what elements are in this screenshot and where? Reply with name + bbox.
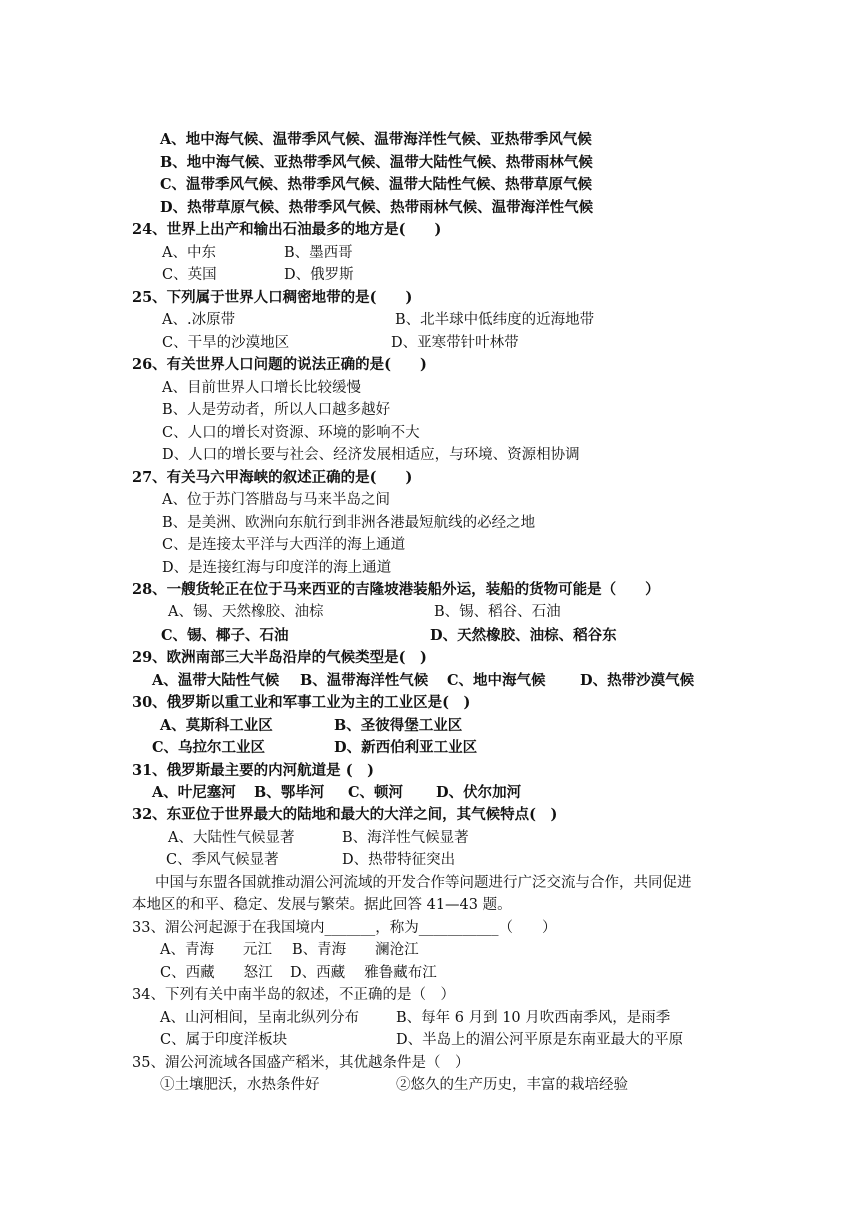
q35-option-1: ①土壤肥沃，水热条件好 (160, 1077, 320, 1093)
q29-option-b: B、温带海洋性气候 (300, 672, 429, 689)
q23-option-b: B、地中海气候、亚热带季风气候、温带大陆性气候、热带雨林气候 (160, 154, 593, 171)
q28-options-row1 (0, 601, 860, 623)
q30-option-b: B、圣彼得堡工业区 (334, 717, 463, 734)
q28-options-row2 (0, 625, 860, 647)
q25-options-row2 (0, 332, 860, 354)
q33-stem: 33、湄公河起源于在我国境内_______，称为___________（ ） (132, 920, 557, 936)
q26-stem: 26、有关世界人口问题的说法正确的是( ) (132, 356, 427, 373)
q32-option-d: D、热带特征突出 (342, 852, 456, 868)
q24-option-c: C、英国 (162, 267, 217, 283)
passage-line-1: 中国与东盟各国就推动湄公河流域的开发合作等问题进行广泛交流与合作，共同促进 (155, 875, 692, 891)
q25-option-a: A、.冰原带 (162, 312, 236, 328)
q35-option-2: ②悠久的生产历史，丰富的栽培经验 (396, 1077, 628, 1093)
q29-stem: 29、欧洲南部三大半岛沿岸的气候类型是( ) (132, 649, 427, 666)
q33-options-row1 (0, 939, 860, 961)
q24-option-b: B、墨西哥 (284, 245, 353, 261)
q32-options-row2 (0, 849, 860, 871)
q27-option-c: C、是连接太平洋与大西洋的海上通道 (162, 537, 406, 553)
q28-option-c: C、锡、椰子、石油 (161, 627, 289, 644)
q27-stem: 27、有关马六甲海峡的叙述正确的是( ) (132, 469, 413, 486)
q34-options-row2 (0, 1029, 860, 1051)
q26-option-d: D、人口的增长要与社会、经济发展相适应，与环境、资源相协调 (162, 447, 580, 463)
q29-option-a: A、温带大陆性气候 (152, 672, 280, 689)
q27-option-d: D、是连接红海与印度洋的海上通道 (162, 560, 392, 576)
q30-options-row1 (0, 715, 860, 737)
q34-stem: 34、下列有关中南半岛的叙述，不正确的是（ ） (132, 987, 455, 1003)
q30-option-c: C、乌拉尔工业区 (152, 739, 266, 756)
q27-option-b: B、是美洲、欧洲向东航行到非洲各港最短航线的必经之地 (162, 515, 536, 531)
q33-option-c: C、西藏 怒江 (160, 965, 273, 981)
q26-option-a: A、目前世界人口增长比较缓慢 (162, 380, 361, 396)
q31-option-c: C、顿河 (348, 784, 404, 801)
q30-option-d: D、新西伯利亚工业区 (334, 739, 478, 756)
q33-option-d: D、西藏 雅鲁藏布江 (290, 965, 437, 981)
q30-options-row2 (0, 737, 860, 759)
q28-option-b: B、锡、稻谷、石油 (434, 604, 561, 620)
q30-option-a: A、莫斯科工业区 (160, 717, 273, 734)
q31-options-row (0, 782, 860, 804)
q31-option-d: D、伏尔加河 (436, 784, 522, 801)
q33-option-a: A、青海 元江 (160, 942, 272, 958)
q35-options-row (0, 1074, 860, 1096)
q31-option-a: A、叶尼塞河 (152, 784, 236, 801)
q23-option-a: A、地中海气候、温带季风气候、温带海洋性气候、亚热带季风气候 (160, 131, 592, 148)
q25-option-d: D、亚寒带针叶林带 (391, 335, 519, 351)
q24-option-d: D、俄罗斯 (284, 267, 354, 283)
q34-options-row1 (0, 1007, 860, 1029)
q28-option-d: D、天然橡胶、油棕、稻谷东 (430, 627, 617, 644)
q25-stem: 25、下列属于世界人口稠密地带的是( ) (132, 289, 413, 306)
q23-option-c: C、温带季风气候、热带季风气候、温带大陆性气候、热带草原气候 (160, 176, 593, 193)
q29-options-row (0, 670, 860, 692)
q34-option-d: D、半岛上的湄公河平原是东南亚最大的平原 (396, 1032, 684, 1048)
q25-option-b: B、北半球中低纬度的近海地带 (395, 312, 595, 328)
q27-option-a: A、位于苏门答腊岛与马来半岛之间 (162, 492, 390, 508)
q28-option-a: A、锡、天然橡胶、油棕 (168, 604, 324, 620)
q31-option-b: B、鄂毕河 (254, 784, 325, 801)
q26-option-b: B、人是劳动者，所以人口越多越好 (162, 402, 391, 418)
q34-option-c: C、属于印度洋板块 (160, 1032, 288, 1048)
q32-options-row1 (0, 827, 860, 849)
q29-option-d: D、热带沙漠气候 (580, 672, 695, 689)
q31-stem: 31、俄罗斯最主要的内河航道是 ( ) (132, 762, 374, 779)
passage-line-2: 本地区的和平、稳定、发展与繁荣。据此回答 41—43 题。 (132, 897, 512, 913)
q33-options-row2 (0, 962, 860, 984)
q28-stem: 28、一艘货轮正在位于马来西亚的吉隆坡港装船外运，装船的货物可能是（ ） (132, 581, 660, 598)
q24-options-row1 (0, 242, 860, 264)
q35-stem: 35、湄公河流域各国盛产稻米，其优越条件是（ ） (132, 1055, 470, 1071)
q32-stem: 32、东亚位于世界最大的陆地和最大的大洋之间，其气候特点( ) (132, 806, 558, 823)
q25-option-c: C、干旱的沙漠地区 (162, 335, 290, 351)
q24-stem: 24、世界上出产和输出石油最多的地方是( ) (132, 221, 442, 238)
q29-option-c: C、地中海气候 (447, 672, 546, 689)
q30-stem: 30、俄罗斯以重工业和军事工业为主的工业区是( ) (132, 694, 471, 711)
q24-option-a: A、中东 (162, 245, 216, 261)
q32-option-b: B、海洋性气候显著 (342, 830, 469, 846)
q26-option-c: C、人口的增长对资源、环境的影响不大 (162, 425, 420, 441)
q32-option-c: C、季风气候显著 (166, 852, 279, 868)
q23-option-d: D、热带草原气候、热带季风气候、热带雨林气候、温带海洋性气候 (160, 199, 594, 216)
q25-options-row1 (0, 309, 860, 331)
q34-option-a: A、山河相间，呈南北纵列分布 (160, 1010, 359, 1026)
q34-option-b: B、每年 6 月到 10 月吹西南季风，是雨季 (396, 1010, 671, 1026)
q32-option-a: A、大陆性气候显著 (168, 830, 295, 846)
q24-options-row2 (0, 264, 860, 286)
q33-option-b: B、青海 澜沧江 (292, 942, 419, 958)
